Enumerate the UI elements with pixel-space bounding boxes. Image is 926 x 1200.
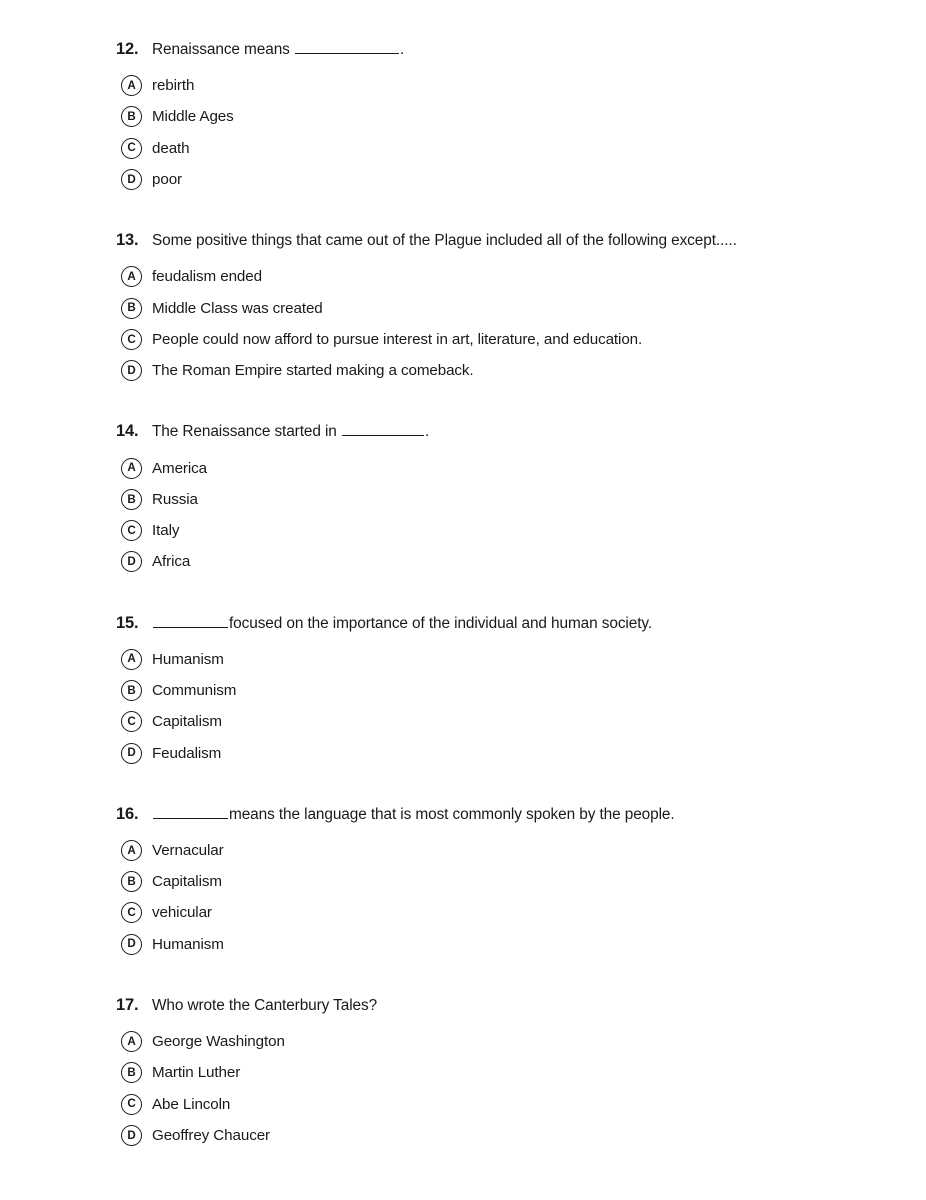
question-text-after-blank: focused on the importance of the individual and human society. bbox=[229, 614, 653, 632]
option-circle-icon[interactable]: A bbox=[121, 75, 142, 96]
answer-blank[interactable] bbox=[153, 805, 228, 819]
question-heading bbox=[116, 612, 926, 635]
option-row[interactable] bbox=[116, 866, 926, 897]
question-text-after-blank: . bbox=[424, 423, 430, 441]
option-circle-icon[interactable]: B bbox=[121, 106, 142, 127]
option-circle-icon[interactable]: C bbox=[121, 329, 142, 350]
question-text-before-blank: Some positive things that came out of the Plague included all of the following except..... bbox=[152, 232, 737, 250]
option-row[interactable] bbox=[116, 1089, 926, 1120]
option-row[interactable] bbox=[116, 644, 926, 675]
option-list bbox=[116, 70, 926, 195]
option-row[interactable] bbox=[116, 133, 926, 164]
question-number: 17. bbox=[116, 995, 139, 1014]
option-text: America bbox=[152, 459, 207, 477]
option-row[interactable] bbox=[116, 737, 926, 768]
option-row[interactable] bbox=[116, 70, 926, 101]
option-text: Communism bbox=[152, 682, 237, 699]
question-heading bbox=[116, 994, 926, 1017]
option-circle-icon[interactable]: C bbox=[121, 1094, 142, 1115]
question-block bbox=[116, 420, 926, 577]
option-text: Vernacular bbox=[152, 841, 224, 859]
question-block bbox=[116, 229, 926, 386]
option-circle-icon[interactable]: D bbox=[121, 1125, 142, 1146]
option-row[interactable] bbox=[116, 101, 926, 132]
question-block bbox=[116, 612, 926, 769]
option-circle-icon[interactable]: B bbox=[121, 871, 142, 892]
option-row[interactable] bbox=[116, 546, 926, 577]
option-text: Humanism bbox=[152, 935, 224, 953]
option-row[interactable] bbox=[116, 897, 926, 928]
option-circle-icon[interactable]: A bbox=[121, 458, 142, 479]
option-list bbox=[116, 1026, 926, 1151]
question-heading bbox=[116, 803, 926, 826]
option-text: Italy bbox=[152, 522, 180, 540]
option-circle-icon[interactable]: A bbox=[121, 266, 142, 287]
option-row[interactable] bbox=[116, 1026, 926, 1057]
option-row[interactable] bbox=[116, 292, 926, 323]
question-text-before-blank: The Renaissance started in bbox=[152, 423, 341, 441]
question-text-before-blank: Who wrote the Canterbury Tales? bbox=[152, 996, 378, 1014]
option-text: feudalism ended bbox=[152, 268, 262, 286]
option-text: Martin Luther bbox=[152, 1064, 241, 1082]
question-number: 14. bbox=[116, 422, 139, 441]
option-text: Feudalism bbox=[152, 744, 222, 762]
option-row[interactable] bbox=[116, 1057, 926, 1088]
question-text bbox=[152, 421, 429, 443]
option-row[interactable] bbox=[116, 515, 926, 546]
option-text: death bbox=[152, 139, 190, 157]
option-text: rebirth bbox=[152, 77, 195, 95]
option-text: Geoffrey Chaucer bbox=[152, 1126, 270, 1144]
question-text bbox=[152, 230, 737, 252]
option-circle-icon[interactable]: B bbox=[121, 680, 142, 701]
question-text-after-blank: . bbox=[399, 41, 405, 58]
option-circle-icon[interactable]: C bbox=[121, 902, 142, 923]
option-text: Middle Ages bbox=[152, 108, 234, 126]
question-heading bbox=[116, 38, 926, 61]
question-heading bbox=[116, 229, 926, 252]
question-text bbox=[152, 995, 377, 1017]
option-circle-icon[interactable]: A bbox=[121, 1031, 142, 1052]
option-circle-icon[interactable]: C bbox=[121, 138, 142, 159]
option-circle-icon[interactable]: B bbox=[121, 298, 142, 319]
option-list bbox=[116, 452, 926, 577]
option-row[interactable] bbox=[116, 261, 926, 292]
option-circle-icon[interactable]: D bbox=[121, 360, 142, 381]
questions-container bbox=[0, 38, 926, 1151]
question-text-before-blank: Renaissance means bbox=[152, 41, 294, 58]
question-number: 12. bbox=[116, 40, 139, 58]
option-list bbox=[116, 261, 926, 386]
question-text bbox=[152, 39, 404, 61]
option-row[interactable] bbox=[116, 164, 926, 195]
option-row[interactable] bbox=[116, 1120, 926, 1151]
question-heading bbox=[116, 420, 926, 443]
question-text bbox=[152, 613, 652, 635]
option-row[interactable] bbox=[116, 355, 926, 386]
option-circle-icon[interactable]: D bbox=[121, 551, 142, 572]
option-row[interactable] bbox=[116, 706, 926, 737]
option-text: poor bbox=[152, 171, 182, 189]
option-circle-icon[interactable]: A bbox=[121, 840, 142, 861]
option-text: Russia bbox=[152, 490, 198, 508]
question-number: 16. bbox=[116, 804, 139, 823]
question-number: 13. bbox=[116, 231, 139, 250]
question-number: 15. bbox=[116, 613, 139, 632]
answer-blank[interactable] bbox=[295, 40, 399, 54]
option-text: Capitalism bbox=[152, 713, 222, 731]
option-text: George Washington bbox=[152, 1033, 285, 1051]
answer-blank[interactable] bbox=[153, 614, 228, 628]
option-circle-icon[interactable]: C bbox=[121, 711, 142, 732]
option-row[interactable] bbox=[116, 484, 926, 515]
option-text: Africa bbox=[152, 553, 191, 571]
option-text: Capitalism bbox=[152, 873, 222, 891]
option-circle-icon[interactable]: D bbox=[121, 934, 142, 955]
question-block bbox=[116, 994, 926, 1151]
option-row[interactable] bbox=[116, 324, 926, 355]
question-text bbox=[152, 804, 675, 826]
option-circle-icon[interactable]: D bbox=[121, 169, 142, 190]
option-text: People could now afford to pursue interest in art, literature, and education. bbox=[152, 330, 643, 348]
question-block bbox=[116, 803, 926, 960]
option-text: The Roman Empire started making a comeback. bbox=[152, 362, 474, 380]
option-row[interactable] bbox=[116, 675, 926, 706]
option-text: Abe Lincoln bbox=[152, 1095, 231, 1113]
option-row[interactable] bbox=[116, 835, 926, 866]
option-list bbox=[116, 835, 926, 960]
option-row[interactable] bbox=[116, 452, 926, 483]
option-circle-icon[interactable]: A bbox=[121, 649, 142, 670]
option-text: Middle Class was created bbox=[152, 299, 323, 317]
option-text: Humanism bbox=[152, 650, 224, 668]
option-row[interactable] bbox=[116, 929, 926, 960]
question-text-after-blank: means the language that is most commonly spoken by the people. bbox=[229, 805, 675, 823]
question-block bbox=[116, 38, 926, 195]
answer-blank[interactable] bbox=[342, 422, 424, 436]
option-circle-icon[interactable]: B bbox=[121, 489, 142, 510]
option-circle-icon[interactable]: B bbox=[121, 1062, 142, 1083]
option-circle-icon[interactable]: C bbox=[121, 520, 142, 541]
option-list bbox=[116, 644, 926, 769]
option-text: vehicular bbox=[152, 904, 212, 922]
option-circle-icon[interactable]: D bbox=[121, 743, 142, 764]
